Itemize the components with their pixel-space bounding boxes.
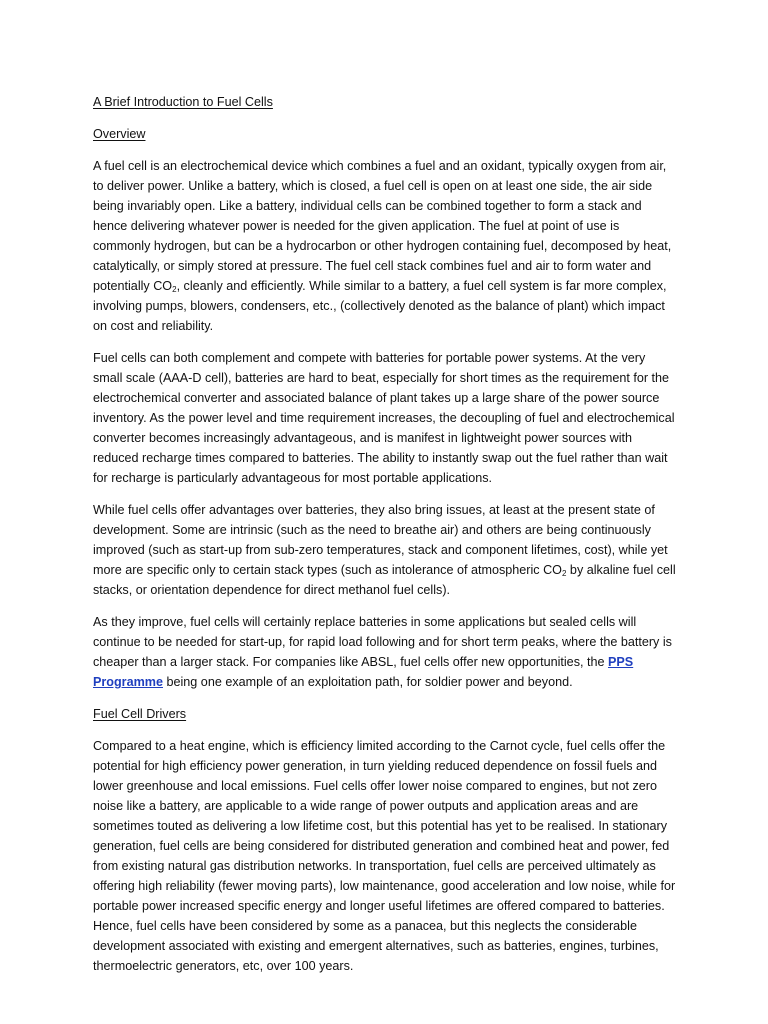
co2-subscript: 2 xyxy=(561,569,567,578)
paragraph-4 xyxy=(93,612,678,692)
fuel-cell-drivers-heading: Fuel Cell Drivers xyxy=(93,707,187,721)
overview-heading: Overview xyxy=(93,127,146,141)
pps-programme-link[interactable]: PPS Programme xyxy=(93,655,634,689)
paragraph-4-text-a: As they improve, fuel cells will certainly replace batteries in some applications but sealed cells will continue to be needed for start-up, for rapid load following and for short term peaks, where the battery is cheaper than a larger stack. For companies like ABSL, fuel cells offer new opportunities, the xyxy=(93,615,672,669)
document-title: A Brief Introduction to Fuel Cells xyxy=(93,95,273,109)
paragraph-5: Compared to a heat engine, which is efficiency limited according to the Carnot cycle, fuel cells offer the potential for high efficiency power generation, in turn yielding reduced dependence on fossil fuels and lower greenhouse and local emissions. Fuel cells offer lower noise compared to engines, but not zero noise like a battery, are applicable to a wide range of power outputs and application areas and are sometimes touted as delivering a low lifetime cost, but this potential has yet to be realised. In stationary generation, fuel cells are being considered for distributed generation and combined heat and power, fed from existing natural gas distribution networks. In transportation, fuel cells are perceived ultimately as offering high reliability (fewer moving parts), low maintenance, good acceleration and low noise, while for portable power increased specific energy and longer useful lifetimes are offered compared to batteries. Hence, fuel cells have been considered by some as a panacea, but this neglects the considerable development associated with existing and emergent alternatives, such as batteries, engines, turbines, thermoelectric generators, etc, over 100 years. xyxy=(93,739,676,973)
paragraph-4-text-b: being one example of an exploitation path, for soldier power and beyond. xyxy=(163,675,573,689)
co2-subscript: 2 xyxy=(172,285,177,294)
paragraph-3 xyxy=(93,500,678,600)
paragraph-3-text-b: by alkaline fuel cell stacks, or orientation dependence for direct methanol fuel cells). xyxy=(93,563,676,597)
paragraph-3-text-a: While fuel cells offer advantages over batteries, they also bring issues, at least at the present state of development. Some are intrinsic (such as the need to breathe air) and others are being continuously improved (such as start-up from sub-zero temperatures, stack and component lifetimes, cost), while yet more are specific only to certain stack types (such as intolerance of atmospheric CO xyxy=(93,503,668,577)
document-page xyxy=(93,92,678,988)
paragraph-2: Fuel cells can both complement and compete with batteries for portable power systems. At the very small scale (AAA-D cell), batteries are hard to beat, especially for short times as the requirement for the electrochemical converter and associated balance of plant takes up a large share of the power source inventory. As the power level and time requirement increases, the decoupling of fuel and electrochemical converter becomes increasingly advantageous, and is manifest in lightweight power sources with reduced recharge times compared to batteries. The ability to instantly swap out the fuel rather than wait for recharge is particularly advantageous for most portable applications. xyxy=(93,351,675,485)
paragraph-1 xyxy=(93,156,678,336)
paragraph-1-text-a: A fuel cell is an electrochemical device which combines a fuel and an oxidant, typically oxygen from air, to deliver power. Unlike a battery, which is closed, a fuel cell is open on at least one side, the air side being invariably open. Like a battery, individual cells can be combined together to form a stack and hence delivering whatever power is needed for the given application. The fuel at point of use is commonly hydrogen, but can be a hydrocarbon or other hydrogen containing fuel, decomposed by heat, catalytically, or simply stored at pressure. The fuel cell stack combines fuel and air to form water and potentially CO xyxy=(93,159,672,293)
paragraph-1-text-b: , cleanly and efficiently. While similar to a battery, a fuel cell system is far more complex, involving pumps, blowers, condensers, etc., (collectively denoted as the balance of plant) which impact on cost and reliability. xyxy=(93,279,667,333)
